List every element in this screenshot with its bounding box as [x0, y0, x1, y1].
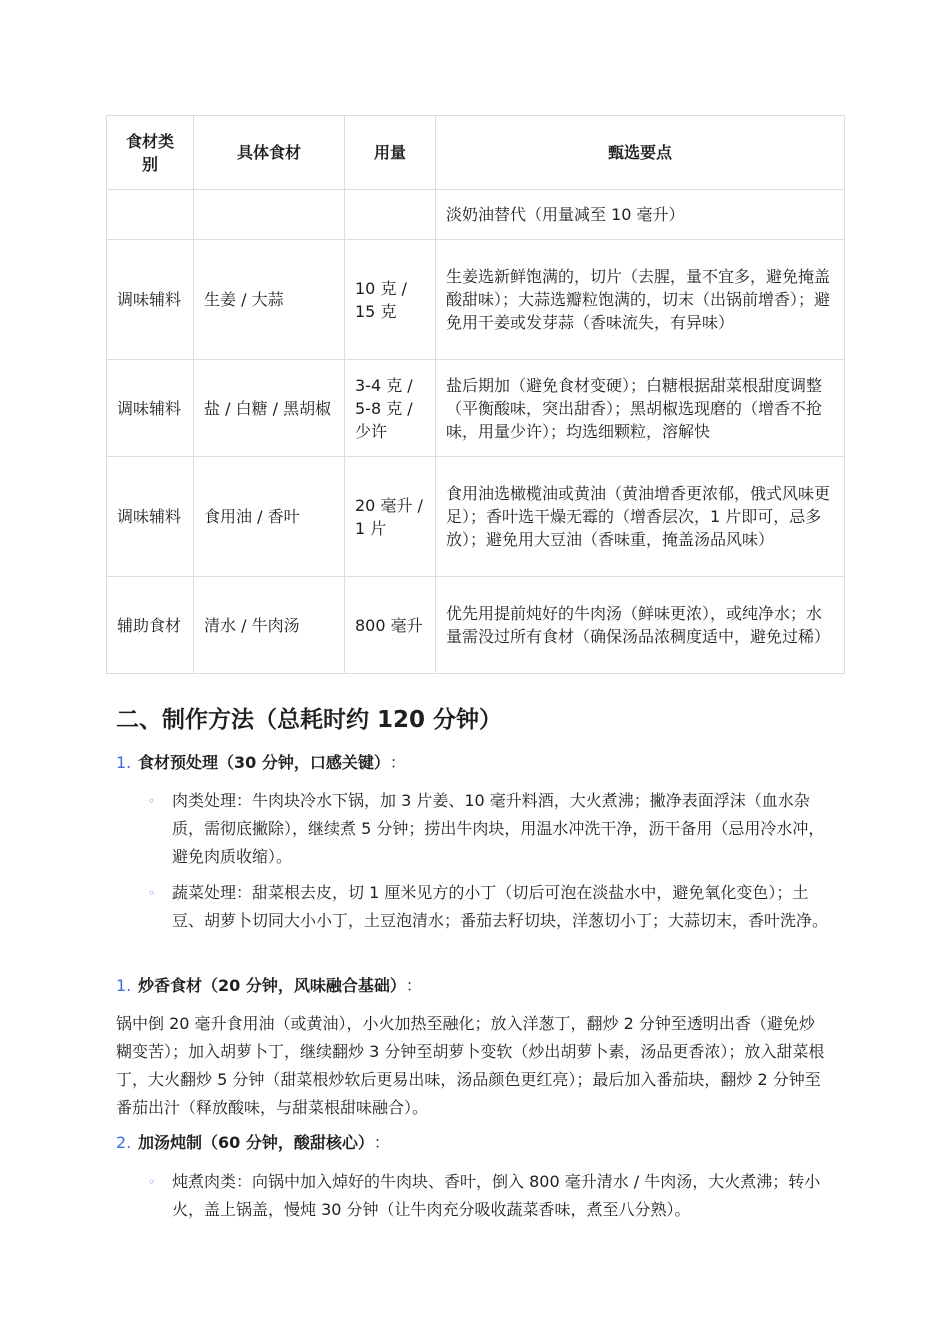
- header-ingredient: 具体食材: [194, 116, 345, 190]
- cell-tips: 淡奶油替代（用量减至 10 毫升）: [436, 190, 845, 240]
- cell-tips: 生姜选新鲜饱满的，切片（去腥，量不宜多，避免掩盖酸甜味）；大蒜选瓣粒饱满的，切末（出锅前增香）；避免用干姜或发芽蒜（香味流失，有异味）: [436, 240, 845, 360]
- list-item: [148, 879, 838, 935]
- ingredients-table: [106, 115, 845, 674]
- cell-amount: 3-4 克 / 5-8 克 / 少许: [345, 360, 436, 457]
- table-row: [107, 240, 845, 360]
- list-item: [148, 787, 838, 871]
- step-number: 1.: [116, 976, 132, 995]
- cell-category: 调味辅料: [107, 240, 194, 360]
- bullet-icon: ◦: [148, 1175, 156, 1189]
- list-item-text: 炖煮肉类：向锅中加入焯好的牛肉块、香叶，倒入 800 毫升清水 / 牛肉汤，大火煮沸；转小火，盖上锅盖，慢炖 30 分钟（让牛肉充分吸收蔬菜香味，煮至八分熟）。: [172, 1172, 821, 1219]
- step-number: 2.: [116, 1133, 132, 1152]
- cell-ingredient: 盐 / 白糖 / 黑胡椒: [194, 360, 345, 457]
- table-row: [107, 190, 845, 240]
- step-3-heading: [116, 1131, 390, 1155]
- step-colon: ：: [373, 1133, 390, 1152]
- table-header-row: [107, 116, 845, 190]
- cell-ingredient: [194, 190, 345, 240]
- step-label: 食材预处理（30 分钟，口感关键）: [138, 753, 390, 772]
- step-1-heading: [116, 751, 406, 775]
- bullet-icon: ◦: [148, 794, 156, 808]
- cell-amount: 20 毫升 / 1 片: [345, 457, 436, 577]
- cell-tips: 优先用提前炖好的牛肉汤（鲜味更浓），或纯净水；水量需没过所有食材（确保汤品浓稠度适中，避免过稀）: [436, 577, 845, 674]
- table-row: [107, 457, 845, 577]
- cell-category: 辅助食材: [107, 577, 194, 674]
- header-amount: 用量: [345, 116, 436, 190]
- step-2-heading: [116, 974, 422, 998]
- list-item: [148, 1168, 838, 1224]
- cell-category: 调味辅料: [107, 457, 194, 577]
- step-number: 1.: [116, 753, 132, 772]
- table-row: [107, 577, 845, 674]
- step-colon: ：: [405, 976, 422, 995]
- section-title: 二、制作方法（总耗时约 120 分钟）: [116, 707, 503, 733]
- cell-amount: 10 克 / 15 克: [345, 240, 436, 360]
- step-colon: ：: [389, 753, 406, 772]
- step-label: 加汤炖制（60 分钟，酸甜核心）: [138, 1133, 374, 1152]
- table-row: [107, 360, 845, 457]
- cell-ingredient: 食用油 / 香叶: [194, 457, 345, 577]
- cell-amount: [345, 190, 436, 240]
- cell-ingredient: 生姜 / 大蒜: [194, 240, 345, 360]
- step-label: 炒香食材（20 分钟，风味融合基础）: [138, 976, 406, 995]
- step-2-paragraph: 锅中倒 20 毫升食用油（或黄油），小火加热至融化；放入洋葱丁，翻炒 2 分钟至透明出香（避免炒糊变苦）；加入胡萝卜丁，继续翻炒 3 分钟至胡萝卜变软（炒出胡萝卜素，汤品更香浓）；放入甜菜根丁，大火翻炒 5 分钟（甜菜根炒软后更易出味，汤品颜色更红亮）；最后加入番茄块，翻炒 2 分钟至番茄出汁（释放酸味，与甜菜根甜味融合）。: [116, 1014, 825, 1117]
- cell-tips: 食用油选橄榄油或黄油（黄油增香更浓郁，俄式风味更足）；香叶选干燥无霉的（增香层次，1 片即可，忌多放）；避免用大豆油（香味重，掩盖汤品风味）: [436, 457, 845, 577]
- header-tips: 甄选要点: [436, 116, 845, 190]
- bullet-icon: ◦: [148, 886, 156, 900]
- cell-amount: 800 毫升: [345, 577, 436, 674]
- list-item-text: 蔬菜处理：甜菜根去皮，切 1 厘米见方的小丁（切后可泡在淡盐水中，避免氧化变色）；土豆、胡萝卜切同大小小丁，土豆泡清水；番茄去籽切块，洋葱切小丁；大蒜切末，香叶洗净。: [172, 883, 829, 930]
- cell-category: [107, 190, 194, 240]
- list-item-text: 肉类处理：牛肉块冷水下锅，加 3 片姜、10 毫升料酒，大火煮沸；撇净表面浮沫（血水杂质，需彻底撇除），继续煮 5 分钟；捞出牛肉块，用温水冲洗干净，沥干备用（忌用冷水冲，避免肉质收缩）。: [172, 791, 825, 866]
- cell-ingredient: 清水 / 牛肉汤: [194, 577, 345, 674]
- header-category: 食材类别: [107, 116, 194, 190]
- cell-tips: 盐后期加（避免食材变硬）；白糖根据甜菜根甜度调整（平衡酸味，突出甜香）；黑胡椒选现磨的（增香不抢味，用量少许）；均选细颗粒，溶解快: [436, 360, 845, 457]
- document-page: [106, 115, 844, 1219]
- cell-category: 调味辅料: [107, 360, 194, 457]
